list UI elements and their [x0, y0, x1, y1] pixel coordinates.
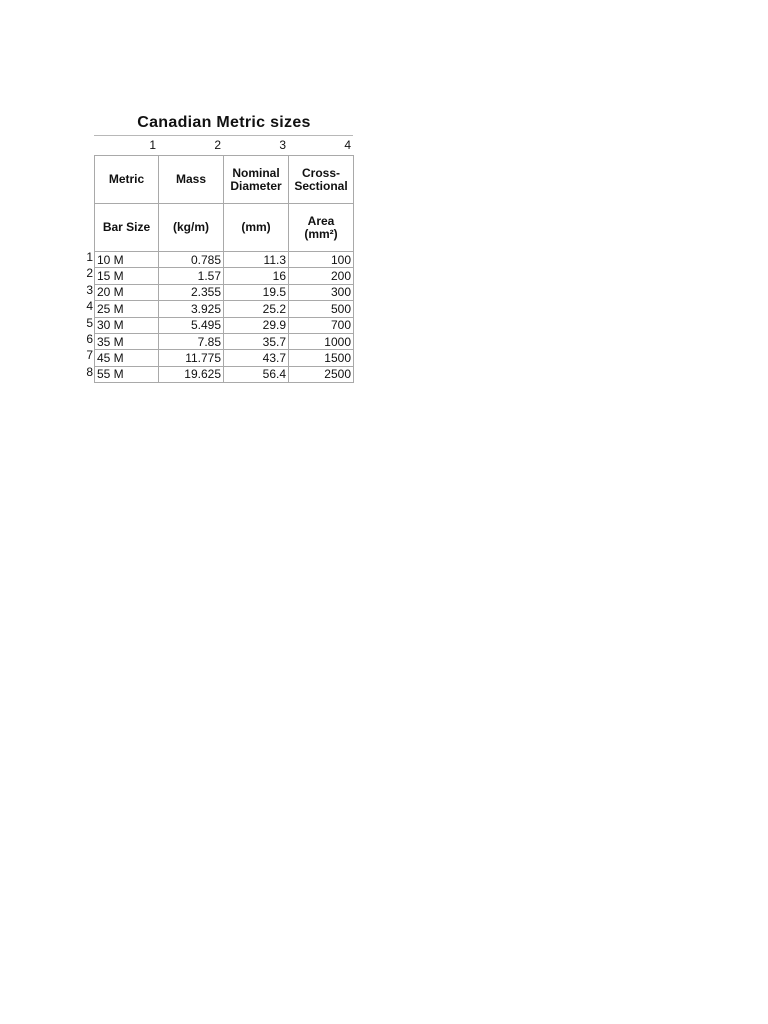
cell-bar-size: 35 M: [95, 333, 159, 349]
column-number: 1: [149, 138, 156, 152]
table-title: Canadian Metric sizes: [137, 114, 311, 131]
bar-size-table: [94, 155, 354, 383]
column-number: 4: [344, 138, 351, 152]
header-nominal-diameter: Nominal Diameter: [224, 156, 289, 204]
header-area-unit: Area (mm²): [289, 204, 354, 252]
cell-diameter: 11.3: [224, 252, 289, 268]
table-row: [95, 366, 354, 382]
cell-area: 700: [289, 317, 354, 333]
row-number-column: [80, 249, 93, 380]
row-number: 1: [86, 250, 93, 264]
row-number: 4: [86, 299, 93, 314]
cell-area: 200: [289, 268, 354, 284]
cell-mass: 1.57: [159, 268, 224, 284]
cell-area: 1500: [289, 350, 354, 366]
row-number: 6: [86, 331, 93, 346]
header-bar-size: Bar Size: [95, 204, 159, 252]
cell-diameter: 25.2: [224, 301, 289, 317]
cell-mass: 2.355: [159, 284, 224, 300]
cell-area: 1000: [289, 333, 354, 349]
row-number: 8: [86, 364, 93, 379]
cell-area: 100: [289, 252, 354, 268]
table-row: [95, 284, 354, 300]
table-row: [95, 317, 354, 333]
cell-bar-size: 15 M: [95, 268, 159, 284]
cell-mass: 11.775: [159, 350, 224, 366]
cell-area: 500: [289, 301, 354, 317]
header-diameter-unit: (mm): [224, 204, 289, 252]
cell-area: 2500: [289, 366, 354, 382]
row-number: 3: [86, 282, 93, 297]
cell-bar-size: 45 M: [95, 350, 159, 366]
cell-bar-size: 25 M: [95, 301, 159, 317]
cell-bar-size: 30 M: [95, 317, 159, 333]
table-row: [95, 268, 354, 284]
column-number-row: [94, 138, 354, 154]
cell-diameter: 35.7: [224, 333, 289, 349]
table-row: [95, 301, 354, 317]
header-mass: Mass: [159, 156, 224, 204]
row-number: 7: [86, 348, 93, 363]
cell-mass: 0.785: [159, 252, 224, 268]
header-metric: Metric: [95, 156, 159, 204]
table-row: [95, 333, 354, 349]
cell-bar-size: 20 M: [95, 284, 159, 300]
cell-mass: 5.495: [159, 317, 224, 333]
row-number: 5: [86, 315, 93, 330]
cell-mass: 7.85: [159, 333, 224, 349]
cell-mass: 3.925: [159, 301, 224, 317]
header-row-top: [95, 156, 354, 204]
cell-diameter: 19.5: [224, 284, 289, 300]
cell-diameter: 16: [224, 268, 289, 284]
cell-diameter: 43.7: [224, 350, 289, 366]
cell-diameter: 29.9: [224, 317, 289, 333]
row-number: 2: [86, 266, 93, 281]
cell-area: 300: [289, 284, 354, 300]
header-row-bottom: [95, 204, 354, 252]
table-row: [95, 350, 354, 366]
column-number: 3: [279, 138, 286, 152]
header-mass-unit: (kg/m): [159, 204, 224, 252]
header-cross-sectional: Cross-Sectional: [289, 156, 354, 204]
cell-mass: 19.625: [159, 366, 224, 382]
cell-diameter: 56.4: [224, 366, 289, 382]
table-row: [95, 252, 354, 268]
cell-bar-size: 10 M: [95, 252, 159, 268]
cell-bar-size: 55 M: [95, 366, 159, 382]
title-underline: [94, 135, 353, 136]
column-number: 2: [214, 138, 221, 152]
